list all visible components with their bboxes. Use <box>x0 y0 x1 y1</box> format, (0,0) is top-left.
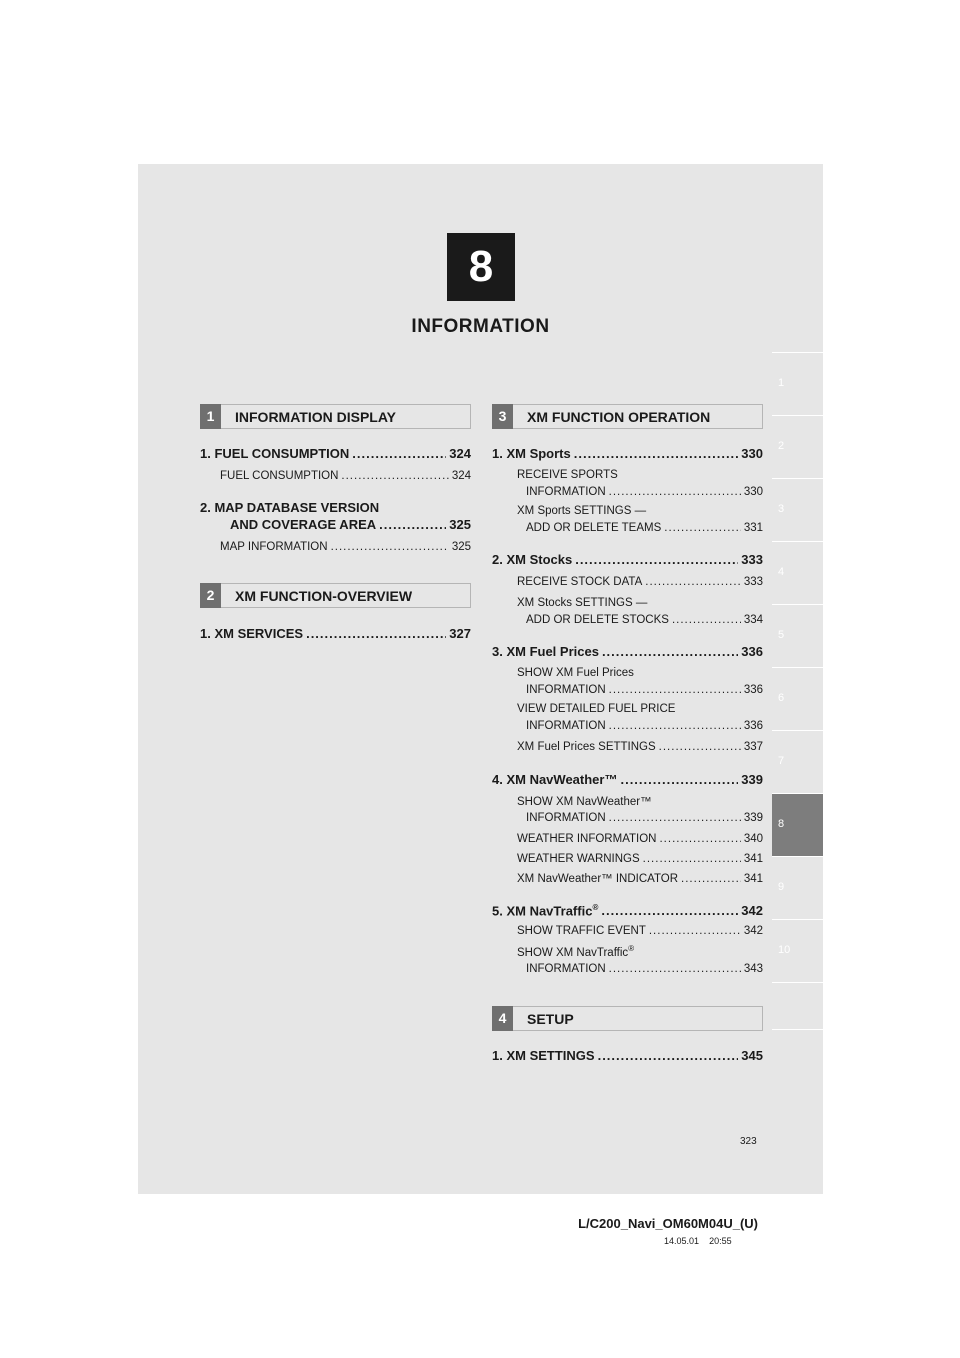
tab-10[interactable]: 10 <box>772 919 823 982</box>
toc-subentry[interactable]: INFORMATION ..... 336 <box>526 684 763 696</box>
section-header-2: 2 XM FUNCTION-OVERVIEW <box>200 583 471 608</box>
chapter-number-badge: 8 <box>447 233 515 301</box>
toc-subentry-line: SHOW XM Fuel Prices <box>517 667 634 679</box>
tab-6[interactable]: 6 <box>772 667 823 730</box>
chapter-tabs <box>772 352 823 1030</box>
toc-subentry[interactable]: XM Fuel Prices SETTINGS ..... 337 <box>517 741 763 753</box>
toc-subentry[interactable]: WEATHER WARNINGS ..... 341 <box>517 853 763 865</box>
toc-subentry[interactable]: RECEIVE STOCK DATA ..... 333 <box>517 576 763 588</box>
toc-entry[interactable]: 1. XM SETTINGS ..... 345 <box>492 1048 763 1063</box>
tab-3[interactable]: 3 <box>772 478 823 541</box>
section-header-1: 1 INFORMATION DISPLAY <box>200 404 471 429</box>
toc-subentry-line: XM Stocks SETTINGS — <box>517 597 648 609</box>
toc-subentry[interactable]: WEATHER INFORMATION ..... 340 <box>517 833 763 845</box>
chapter-title: INFORMATION <box>411 316 550 337</box>
section-header-4: 4 SETUP <box>492 1006 763 1031</box>
toc-entry[interactable]: 1. FUEL CONSUMPTION ..... 324 <box>200 446 471 461</box>
toc-subentry-line: XM Sports SETTINGS — <box>517 505 647 517</box>
toc-subentry[interactable]: INFORMATION ..... 330 <box>526 486 763 498</box>
toc-subentry-line: VIEW DETAILED FUEL PRICE <box>517 703 676 715</box>
toc-entry-line: 2. MAP DATABASE VERSION <box>200 500 380 515</box>
toc-subentry[interactable]: INFORMATION ..... 336 <box>526 720 763 732</box>
toc-subentry[interactable]: FUEL CONSUMPTION ..... 324 <box>220 470 471 482</box>
toc-entry[interactable]: 1. XM Sports ..... 330 <box>492 446 763 461</box>
toc-subentry[interactable]: MAP INFORMATION ..... 325 <box>220 541 471 553</box>
toc-entry[interactable]: 2. XM Stocks ..... 333 <box>492 552 763 567</box>
tab-5[interactable]: 5 <box>772 604 823 667</box>
toc-subentry[interactable]: SHOW TRAFFIC EVENT ..... 342 <box>517 925 763 937</box>
tab-2[interactable]: 2 <box>772 415 823 478</box>
toc-subentry-line: SHOW XM NavTraffic® <box>517 944 635 959</box>
page-number: 323 <box>740 1136 757 1147</box>
tab-8[interactable]: 8 <box>772 793 823 856</box>
tab-blank <box>772 982 823 1030</box>
footer-timestamp: 14.05.01 20:55 <box>664 1236 732 1246</box>
toc-entry[interactable]: 5. XM NavTraffic® ..... 342 <box>492 903 763 918</box>
toc-subentry[interactable]: ADD OR DELETE STOCKS ..... 334 <box>526 614 763 626</box>
toc-subentry-line: RECEIVE SPORTS <box>517 469 618 481</box>
tab-9[interactable]: 9 <box>772 856 823 919</box>
toc-entry[interactable]: AND COVERAGE AREA ..... 325 <box>230 517 471 532</box>
tab-4[interactable]: 4 <box>772 541 823 604</box>
toc-entry[interactable]: 3. XM Fuel Prices ..... 336 <box>492 644 763 659</box>
tab-7[interactable]: 7 <box>772 730 823 793</box>
footer-document-code: L/C200_Navi_OM60M04U_(U) <box>578 1216 758 1231</box>
toc-subentry[interactable]: INFORMATION ..... 339 <box>526 812 763 824</box>
toc-entry[interactable]: 4. XM NavWeather™ ..... 339 <box>492 772 763 787</box>
toc-subentry[interactable]: ADD OR DELETE TEAMS ..... 331 <box>526 522 763 534</box>
toc-entry[interactable]: 1. XM SERVICES ..... 327 <box>200 626 471 641</box>
toc-subentry-line: SHOW XM NavWeather™ <box>517 796 652 808</box>
tab-1[interactable]: 1 <box>772 352 823 415</box>
section-header-3: 3 XM FUNCTION OPERATION <box>492 404 763 429</box>
toc-subentry[interactable]: INFORMATION ..... 343 <box>526 963 763 975</box>
toc-subentry[interactable]: XM NavWeather™ INDICATOR ..... 341 <box>517 873 763 885</box>
